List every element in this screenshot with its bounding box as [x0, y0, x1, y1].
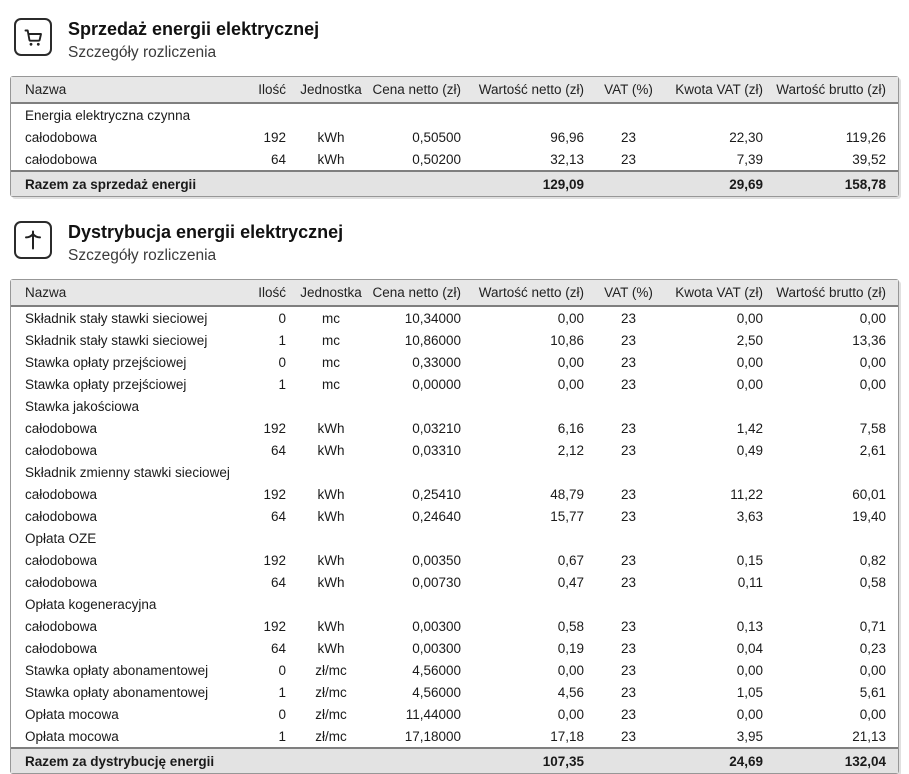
cell-name: Stawka opłaty przejściowej — [11, 373, 251, 395]
cell-ilosc: 192 — [251, 615, 296, 637]
table-row — [11, 725, 898, 747]
col-header-nazwa: Nazwa — [11, 77, 251, 104]
cell-jednostka: kWh — [296, 571, 366, 593]
cell-kwota_vat: 22,30 — [663, 126, 773, 148]
cell-wartosc_netto: 4,56 — [471, 681, 594, 703]
cell-wartosc_brutto: 21,13 — [773, 725, 898, 747]
cell-name: Stawka opłaty abonamentowej — [11, 681, 251, 703]
cell-wartosc_netto: 0,58 — [471, 615, 594, 637]
total-wartosc-netto: 107,35 — [471, 747, 594, 773]
cell-vat: 23 — [594, 483, 663, 505]
cell-jednostka: kWh — [296, 148, 366, 170]
cell-ilosc: 1 — [251, 725, 296, 747]
cell-group-name: Opłata kogeneracyjna — [11, 593, 898, 615]
section-distribution — [10, 221, 909, 774]
table-row — [11, 483, 898, 505]
cell-jednostka: kWh — [296, 439, 366, 461]
cell-group-name: Opłata OZE — [11, 527, 898, 549]
total-kwota-vat: 29,69 — [663, 170, 773, 196]
cell-vat: 23 — [594, 549, 663, 571]
cell-vat: 23 — [594, 307, 663, 329]
cell-cena_netto: 0,33000 — [366, 351, 471, 373]
cell-vat: 23 — [594, 637, 663, 659]
table-row — [11, 351, 898, 373]
cell-wartosc_brutto: 0,00 — [773, 659, 898, 681]
cell-jednostka: zł/mc — [296, 681, 366, 703]
cell-ilosc: 0 — [251, 659, 296, 681]
cell-ilosc: 64 — [251, 571, 296, 593]
table-row — [11, 703, 898, 725]
cell-kwota_vat: 0,00 — [663, 373, 773, 395]
table-row — [11, 439, 898, 461]
col-header-jednostka: Jednostka — [296, 280, 366, 307]
total-label: Razem za dystrybucję energii — [11, 747, 471, 773]
cell-wartosc_netto: 0,00 — [471, 307, 594, 329]
cell-vat: 23 — [594, 659, 663, 681]
cell-cena_netto: 0,00350 — [366, 549, 471, 571]
cell-wartosc_brutto: 60,01 — [773, 483, 898, 505]
cell-kwota_vat: 0,13 — [663, 615, 773, 637]
cell-wartosc_netto: 17,18 — [471, 725, 594, 747]
cell-wartosc_netto: 96,96 — [471, 126, 594, 148]
cell-wartosc_brutto: 0,00 — [773, 307, 898, 329]
col-header-jednostka: Jednostka — [296, 77, 366, 104]
cell-kwota_vat: 0,00 — [663, 351, 773, 373]
group-row — [11, 104, 898, 126]
cell-jednostka: kWh — [296, 549, 366, 571]
cell-kwota_vat: 1,42 — [663, 417, 773, 439]
cell-ilosc: 64 — [251, 148, 296, 170]
section-title: Dystrybucja energii elektrycznej — [68, 222, 344, 243]
cell-kwota_vat: 11,22 — [663, 483, 773, 505]
cell-vat: 23 — [594, 703, 663, 725]
cell-jednostka: kWh — [296, 615, 366, 637]
cell-vat: 23 — [594, 126, 663, 148]
table-row — [11, 571, 898, 593]
cell-cena_netto: 4,56000 — [366, 681, 471, 703]
cell-ilosc: 0 — [251, 307, 296, 329]
total-wartosc-netto: 129,09 — [471, 170, 594, 196]
col-header-cena-netto: Cena netto (zł) — [366, 280, 471, 307]
section-subtitle: Szczegóły rozliczenia — [68, 246, 217, 264]
table-row — [11, 615, 898, 637]
cell-vat: 23 — [594, 681, 663, 703]
cell-ilosc: 64 — [251, 637, 296, 659]
table-header-row — [11, 280, 898, 307]
cell-ilosc: 192 — [251, 417, 296, 439]
cell-kwota_vat: 3,95 — [663, 725, 773, 747]
cell-ilosc: 192 — [251, 549, 296, 571]
cell-group-name: Energia elektryczna czynna — [11, 104, 898, 126]
cell-vat: 23 — [594, 417, 663, 439]
total-row — [11, 747, 898, 773]
col-header-vat: VAT (%) — [594, 77, 663, 104]
cell-wartosc_netto: 0,47 — [471, 571, 594, 593]
cell-jednostka: kWh — [296, 126, 366, 148]
group-row — [11, 527, 898, 549]
cell-wartosc_brutto: 0,00 — [773, 703, 898, 725]
cell-cena_netto: 0,03210 — [366, 417, 471, 439]
cell-jednostka: zł/mc — [296, 703, 366, 725]
cell-ilosc: 64 — [251, 505, 296, 527]
cell-group-name: Stawka jakościowa — [11, 395, 898, 417]
cell-vat: 23 — [594, 615, 663, 637]
cell-name: całodobowa — [11, 615, 251, 637]
cell-name: całodobowa — [11, 148, 251, 170]
cell-group-name: Składnik zmienny stawki sieciowej — [11, 461, 898, 483]
cell-wartosc_netto: 10,86 — [471, 329, 594, 351]
cell-wartosc_netto: 0,00 — [471, 659, 594, 681]
total-kwota-vat: 24,69 — [663, 747, 773, 773]
cell-vat: 23 — [594, 148, 663, 170]
cell-name: Składnik stały stawki sieciowej — [11, 329, 251, 351]
distribution-billing-table — [10, 279, 899, 774]
cell-name: całodobowa — [11, 126, 251, 148]
table-row — [11, 329, 898, 351]
cell-kwota_vat: 2,50 — [663, 329, 773, 351]
cell-wartosc_brutto: 0,71 — [773, 615, 898, 637]
cell-name: Stawka opłaty przejściowej — [11, 351, 251, 373]
group-row — [11, 593, 898, 615]
table-header-row — [11, 77, 898, 104]
cell-ilosc: 1 — [251, 329, 296, 351]
cell-cena_netto: 0,03310 — [366, 439, 471, 461]
cell-kwota_vat: 0,00 — [663, 703, 773, 725]
total-wartosc-brutto: 132,04 — [773, 747, 898, 773]
cell-wartosc_brutto: 5,61 — [773, 681, 898, 703]
cell-cena_netto: 0,00300 — [366, 615, 471, 637]
cell-name: całodobowa — [11, 483, 251, 505]
table-row — [11, 659, 898, 681]
col-header-vat: VAT (%) — [594, 280, 663, 307]
section-sales — [10, 18, 909, 197]
cell-jednostka: mc — [296, 373, 366, 395]
cell-jednostka: kWh — [296, 483, 366, 505]
cell-kwota_vat: 0,04 — [663, 637, 773, 659]
cell-jednostka: mc — [296, 329, 366, 351]
cell-vat: 23 — [594, 725, 663, 747]
cell-wartosc_netto: 6,16 — [471, 417, 594, 439]
total-wartosc-brutto: 158,78 — [773, 170, 898, 196]
cell-wartosc_brutto: 7,58 — [773, 417, 898, 439]
cell-name: całodobowa — [11, 549, 251, 571]
cell-kwota_vat: 0,15 — [663, 549, 773, 571]
cell-wartosc_netto: 0,67 — [471, 549, 594, 571]
cell-cena_netto: 0,00730 — [366, 571, 471, 593]
section-title: Sprzedaż energii elektrycznej — [68, 19, 320, 39]
cell-jednostka: kWh — [296, 417, 366, 439]
cell-cena_netto: 0,50200 — [366, 148, 471, 170]
cell-name: Opłata mocowa — [11, 703, 251, 725]
col-header-wartosc-brutto: Wartość brutto (zł) — [773, 280, 898, 307]
cell-kwota_vat: 1,05 — [663, 681, 773, 703]
cart-icon — [14, 18, 52, 56]
table-row — [11, 681, 898, 703]
cell-cena_netto: 17,18000 — [366, 725, 471, 747]
cell-kwota_vat: 7,39 — [663, 148, 773, 170]
cell-kwota_vat: 3,63 — [663, 505, 773, 527]
cell-name: całodobowa — [11, 571, 251, 593]
table-row — [11, 307, 898, 329]
cell-vat: 23 — [594, 505, 663, 527]
total-row — [11, 170, 898, 196]
section-sales-header — [10, 18, 909, 62]
cell-cena_netto: 0,00300 — [366, 637, 471, 659]
cell-kwota_vat: 0,49 — [663, 439, 773, 461]
cell-cena_netto: 11,44000 — [366, 703, 471, 725]
cell-wartosc_netto: 0,00 — [471, 351, 594, 373]
total-vat-empty — [594, 747, 663, 773]
col-header-wartosc-brutto: Wartość brutto (zł) — [773, 77, 898, 104]
cell-ilosc: 1 — [251, 373, 296, 395]
cell-kwota_vat: 0,00 — [663, 659, 773, 681]
cell-kwota_vat: 0,11 — [663, 571, 773, 593]
col-header-nazwa: Nazwa — [11, 280, 251, 307]
cell-wartosc_brutto: 13,36 — [773, 329, 898, 351]
cell-name: całodobowa — [11, 417, 251, 439]
cell-jednostka: zł/mc — [296, 659, 366, 681]
cell-cena_netto: 10,86000 — [366, 329, 471, 351]
cell-ilosc: 192 — [251, 126, 296, 148]
table-row — [11, 417, 898, 439]
cell-wartosc_netto: 15,77 — [471, 505, 594, 527]
cell-name: całodobowa — [11, 439, 251, 461]
cell-kwota_vat: 0,00 — [663, 307, 773, 329]
cell-cena_netto: 4,56000 — [366, 659, 471, 681]
cell-jednostka: mc — [296, 351, 366, 373]
cell-jednostka: mc — [296, 307, 366, 329]
group-row — [11, 395, 898, 417]
cell-wartosc_brutto: 0,23 — [773, 637, 898, 659]
table-row — [11, 148, 898, 170]
total-vat-empty — [594, 170, 663, 196]
cell-wartosc_netto: 48,79 — [471, 483, 594, 505]
cell-ilosc: 64 — [251, 439, 296, 461]
section-subtitle: Szczegóły rozliczenia — [68, 43, 217, 61]
col-header-ilosc: Ilość — [251, 77, 296, 104]
col-header-wartosc-netto: Wartość netto (zł) — [471, 77, 594, 104]
cell-wartosc_brutto: 0,00 — [773, 373, 898, 395]
table-row — [11, 373, 898, 395]
cell-wartosc_netto: 0,19 — [471, 637, 594, 659]
section-distribution-header — [10, 221, 909, 265]
cell-wartosc_netto: 32,13 — [471, 148, 594, 170]
cell-name: całodobowa — [11, 637, 251, 659]
cell-vat: 23 — [594, 571, 663, 593]
cell-cena_netto: 0,24640 — [366, 505, 471, 527]
cell-vat: 23 — [594, 439, 663, 461]
cell-cena_netto: 0,25410 — [366, 483, 471, 505]
sales-billing-table — [10, 76, 899, 197]
cell-name: Składnik stały stawki sieciowej — [11, 307, 251, 329]
cell-wartosc_brutto: 119,26 — [773, 126, 898, 148]
cell-name: Opłata mocowa — [11, 725, 251, 747]
cell-wartosc_brutto: 0,82 — [773, 549, 898, 571]
col-header-kwota-vat: Kwota VAT (zł) — [663, 77, 773, 104]
table-row — [11, 505, 898, 527]
cell-vat: 23 — [594, 351, 663, 373]
cell-cena_netto: 10,34000 — [366, 307, 471, 329]
cell-vat: 23 — [594, 329, 663, 351]
cell-cena_netto: 0,00000 — [366, 373, 471, 395]
cell-ilosc: 1 — [251, 681, 296, 703]
cell-wartosc_brutto: 0,58 — [773, 571, 898, 593]
cell-cena_netto: 0,50500 — [366, 126, 471, 148]
cell-jednostka: kWh — [296, 637, 366, 659]
cell-wartosc_brutto: 2,61 — [773, 439, 898, 461]
cell-wartosc_brutto: 19,40 — [773, 505, 898, 527]
cell-wartosc_netto: 0,00 — [471, 373, 594, 395]
col-header-ilosc: Ilość — [251, 280, 296, 307]
cell-wartosc_brutto: 39,52 — [773, 148, 898, 170]
cell-ilosc: 0 — [251, 703, 296, 725]
cell-jednostka: kWh — [296, 505, 366, 527]
cell-vat: 23 — [594, 373, 663, 395]
table-row — [11, 637, 898, 659]
cell-ilosc: 0 — [251, 351, 296, 373]
cell-jednostka: zł/mc — [296, 725, 366, 747]
table-row — [11, 126, 898, 148]
col-header-cena-netto: Cena netto (zł) — [366, 77, 471, 104]
power-pole-icon — [14, 221, 52, 259]
cell-wartosc_netto: 2,12 — [471, 439, 594, 461]
table-row — [11, 549, 898, 571]
total-label: Razem za sprzedaż energii — [11, 170, 471, 196]
cell-name: Stawka opłaty abonamentowej — [11, 659, 251, 681]
col-header-kwota-vat: Kwota VAT (zł) — [663, 280, 773, 307]
col-header-wartosc-netto: Wartość netto (zł) — [471, 280, 594, 307]
cell-ilosc: 192 — [251, 483, 296, 505]
cell-wartosc_netto: 0,00 — [471, 703, 594, 725]
group-row — [11, 461, 898, 483]
cell-name: całodobowa — [11, 505, 251, 527]
cell-wartosc_brutto: 0,00 — [773, 351, 898, 373]
